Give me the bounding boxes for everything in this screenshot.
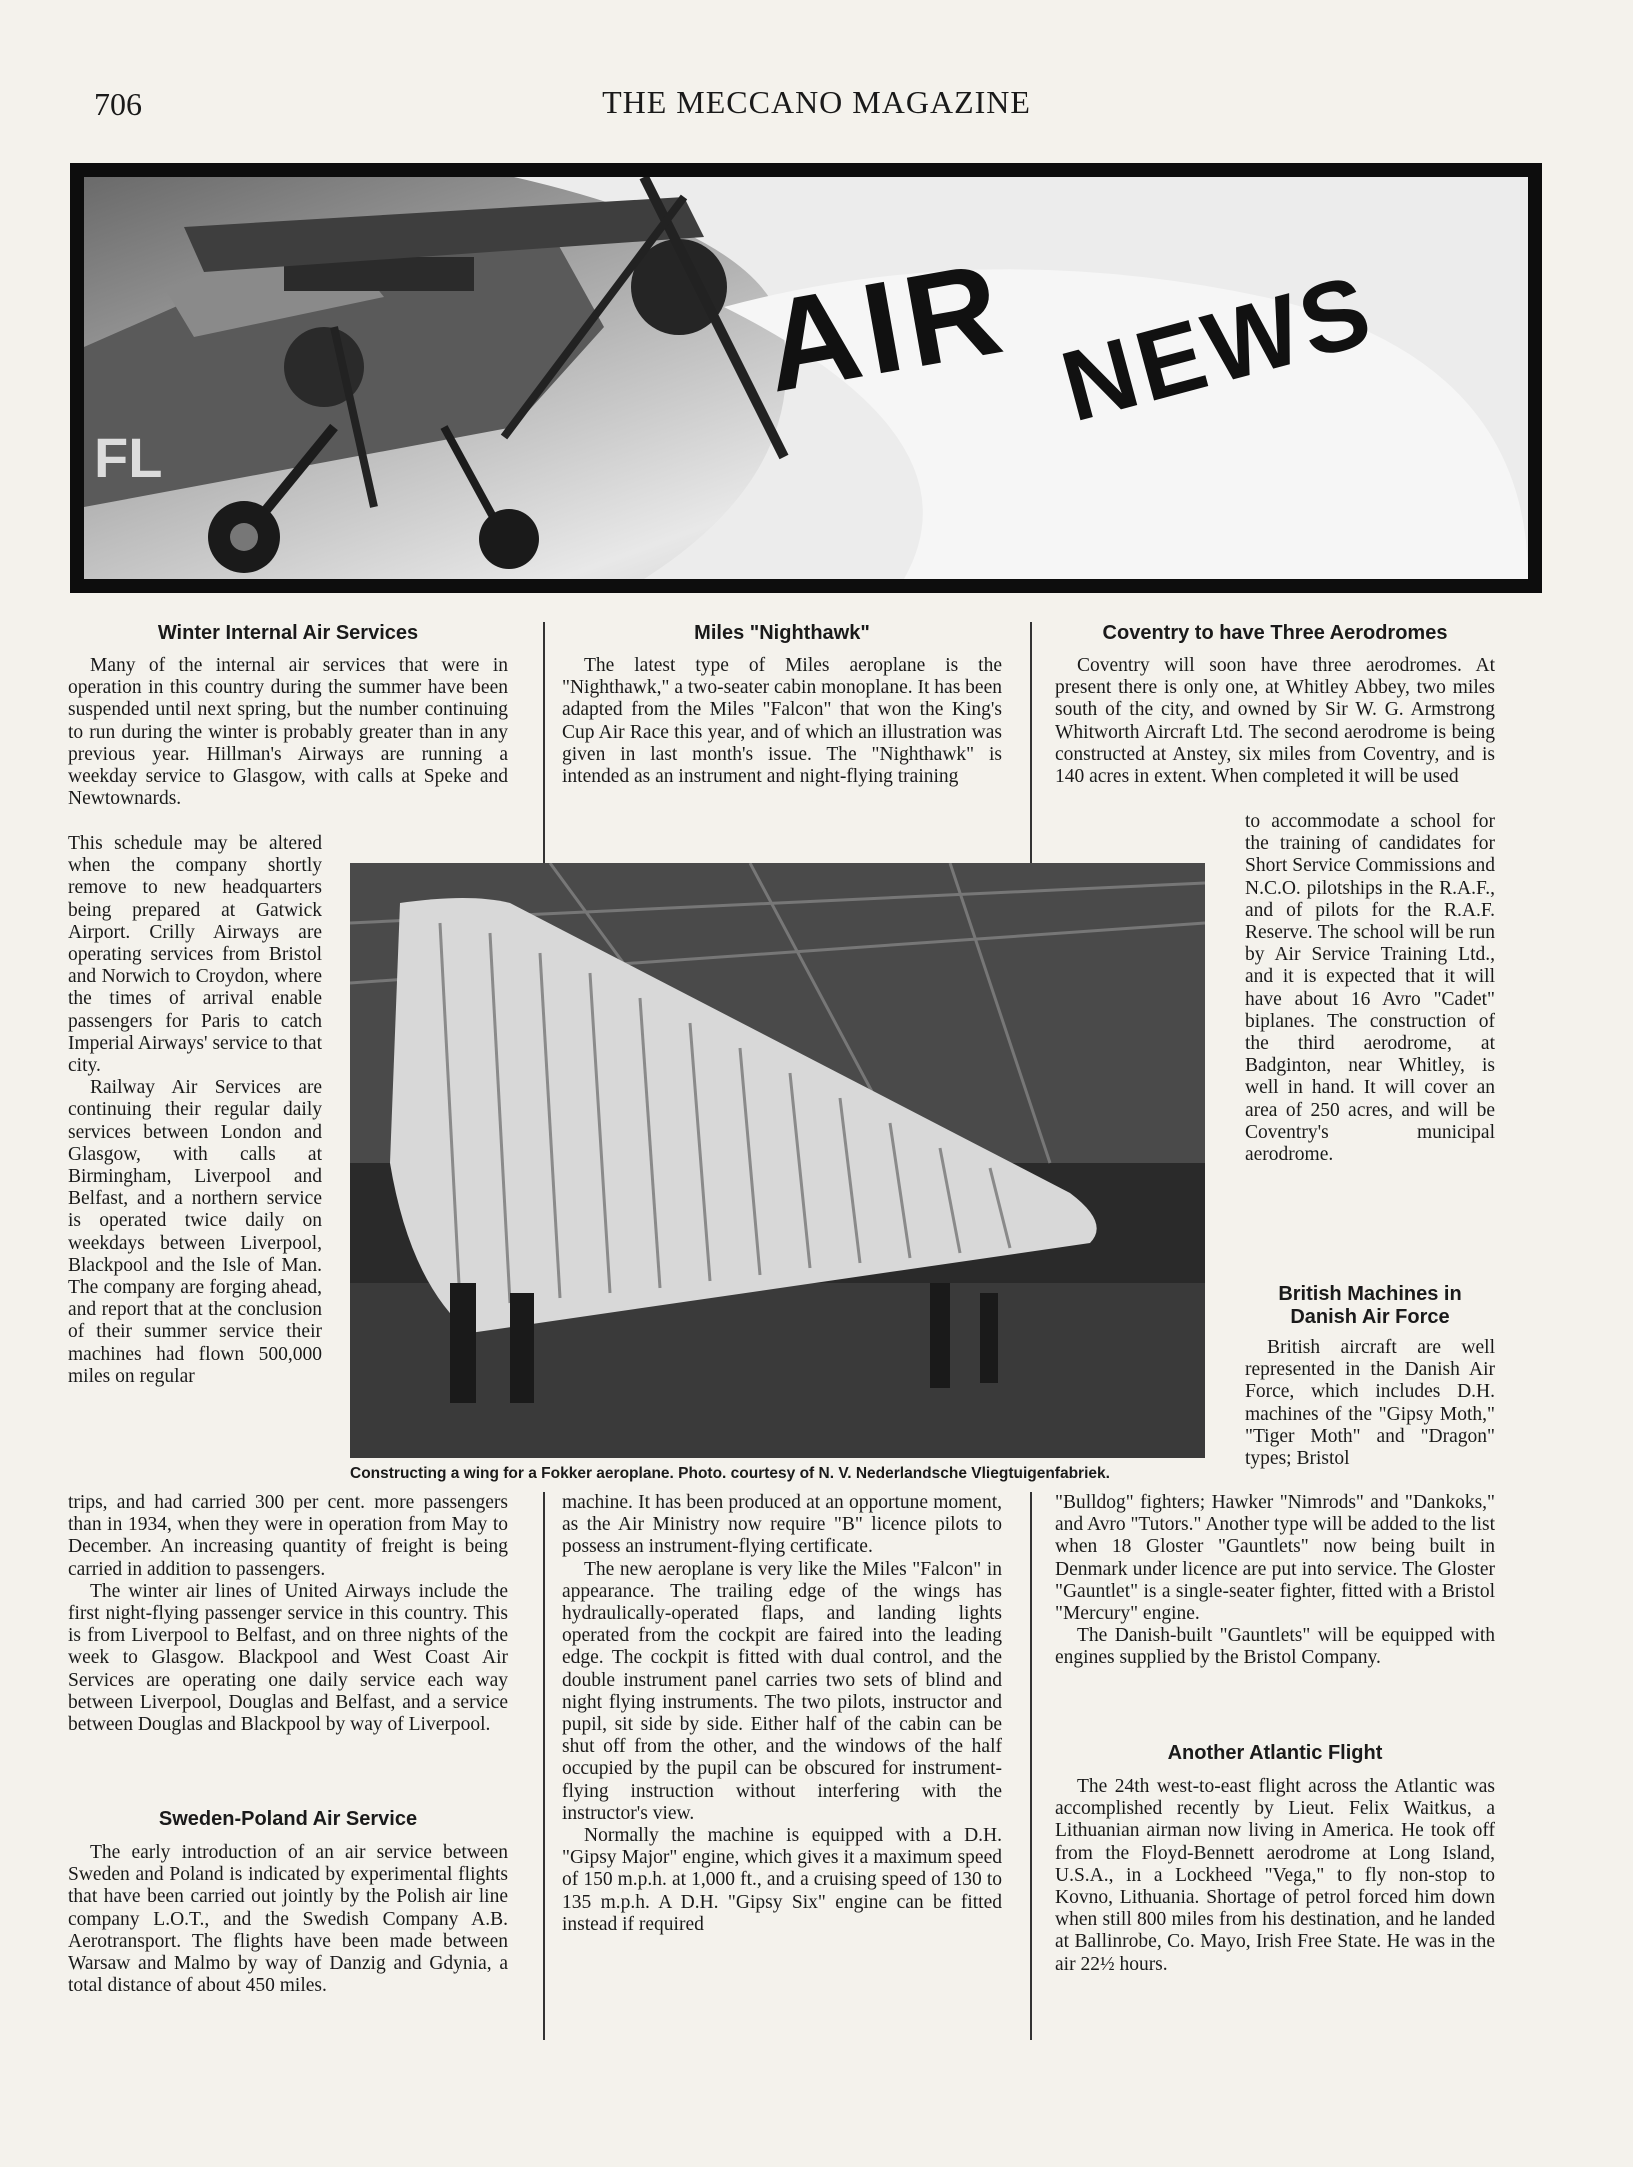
paragraph: The latest type of Miles aeroplane is the "Nighthawk," a two-seater cabin monoplane. It has been adapted from the Miles "Falcon" that won the King's Cup Air Race this year, and of which an illustration was given in last month's issue. The "Nighthawk" is intended as an instrument and night-flying training — [562, 655, 1002, 788]
paragraph: The 24th west-to-east flight across the Atlantic was accomplished recently by Lieut. Felix Waitkus, a Lithuanian airman now living in America. He took off from the Floyd-Bennett aerodrome at Long Island, U.S.A., in a Lockheed "Vega," to fly non-stop to Kovno, Lithuania. Shortage of petrol forced him down when still 800 miles from his destination, and he landed at Ballinrobe, Co. Mayo, Irish Free State. He was in the air 22½ hours. — [1055, 1776, 1495, 1975]
paragraph: Many of the internal air services that were in operation in this country during the summer have been suspended until next spring, but the number continuing to run during the winter is probably greater than in any previous year. Hillman's Airways are running a weekday service to Glasgow, with calls at Speke and Newtownards. — [68, 655, 508, 810]
heading-sweden-poland: Sweden-Poland Air Service — [158, 1808, 418, 1830]
heading-danish-air-force: British Machines in Danish Air Force — [1278, 1283, 1462, 1328]
column-rule — [543, 1492, 545, 2040]
paragraph: The winter air lines of United Airways include the first night-flying passenger service in this country. This is from Liverpool to Belfast, and on three nights of the week to Glasgow. Blackpool and West Coast Air Services are operating one daily service each way between Liverpool, Douglas and Belfast, and a service between Douglas and Blackpool by way of Liverpool. — [68, 1580, 508, 1736]
banner-title-news: NEWS — [1050, 253, 1385, 444]
article-text — [68, 655, 508, 810]
paragraph: to accommodate a school for the training of candidates for Short Service Commissions and N.C.O. pilotships in the R.A.F., and of pilots for the R.A.F. Reserve. The school will be run by Air Service Training Ltd., and it is expected that it will have about 16 Avro "Cadet" biplanes. The construction of the third aerodrome, at Badginton, near Whitley, is well in hand. It will cover an area of 250 acres, and will be Coventry's municipal aerodrome. — [1245, 811, 1495, 1166]
magazine-title: THE MECCANO MAGAZINE — [602, 84, 1031, 120]
paragraph: The early introduction of an air service between Sweden and Poland is indicated by experimental flights that have been carried out jointly by the Polish air line company L.O.T., and the Swedish Company A.B. Aerotransport. The flights have been made between Warsaw and Malmo by way of Danzig and Gdynia, a total distance of about 450 miles. — [68, 1842, 508, 1997]
article-text — [562, 1492, 1002, 1936]
paragraph: trips, and had carried 300 per cent. more passengers than in 1934, when they were in operation from May to December. An increasing quantity of freight is being carried in addition to passengers. — [68, 1492, 508, 1580]
article-text — [68, 1492, 508, 1736]
paragraph: "Bulldog" fighters; Hawker "Nimrods" and "Dankoks," and Avro "Tutors." Another type will be added to the list when 18 Gloster "Gauntlets" now being built in Denmark under licence are put into service. The Gloster "Gauntlet" is a single-seater fighter, fitted with a Bristol "Mercury" engine. — [1055, 1492, 1496, 1625]
paragraph: Coventry will soon have three aerodromes. At present there is only one, at Whitley Abbey, two miles south of the city, and owned by Sir W. G. Armstrong Whitworth Aircraft Ltd. The second aerodrome is being constructed at Anstey, six miles from Coventry, and is 140 acres in extent. When completed it will be used — [1055, 655, 1495, 788]
paragraph: Normally the machine is equipped with a D.H. "Gipsy Major" engine, which gives it a maximum speed of 150 m.p.h. at 1,000 ft., and a cruising speed of 130 to 135 m.p.h. A D.H. "Gipsy Six" engine can be fitted instead if required — [562, 1825, 1002, 1935]
page-number: 706 — [94, 86, 142, 122]
paragraph: The new aeroplane is very like the Miles "Falcon" in appearance. The trailing edge of the wings has hydraulically-operated flaps, and landing lights operated from the cockpit are faired into the leading edge. The cockpit is fitted with dual control, and the double instrument panel carries two sets of blind and night flying instruments. The two pilots, instructor and pupil, sit side by side. Either half of the cabin can be shut off from the other, and the windows of the half occupied by the pupil can be obscured for instrument-flying instruction without interfering with the instructor's view. — [562, 1558, 1002, 1824]
plane-marking: FL — [94, 426, 163, 489]
article-text — [1245, 1337, 1495, 1470]
banner-title-air: AIR — [753, 233, 1018, 420]
article-text — [562, 655, 1002, 788]
paragraph: British aircraft are well represented in the Danish Air Force, which includes D.H. machines of the "Gipsy Moth," "Tiger Moth" and "Dragon" types; Bristol — [1245, 1337, 1495, 1470]
paragraph: The Danish-built "Gauntlets" will be equipped with engines supplied by the Bristol Company. — [1055, 1625, 1495, 1669]
paragraph: machine. It has been produced at an opportune moment, as the Air Ministry now require "B" licence pilots to possess an instrument-flying certificate. — [562, 1492, 1002, 1558]
heading-atlantic-flight: Another Atlantic Flight — [1167, 1742, 1383, 1764]
banner-illustration — [84, 177, 1528, 579]
article-text — [1055, 1492, 1495, 1670]
heading-winter-services: Winter Internal Air Services — [157, 622, 419, 644]
article-text — [1245, 811, 1495, 1166]
fokker-wing-photo — [350, 863, 1205, 1458]
article-text — [1055, 655, 1495, 788]
article-text — [68, 1842, 508, 1997]
paragraph: This schedule may be altered when the company shortly remove to new headquarters being prepared at Gatwick Airport. Crilly Airways are operating services from Bristol and Norwich to Croydon, where the times of arrival enable passengers for Paris to catch Imperial Airways' service to that city. — [68, 833, 322, 1077]
photo-caption: Constructing a wing for a Fokker aeroplane. Photo. courtesy of N. V. Nederlandsche Vliegtuigenfabriek. — [350, 1465, 1110, 1482]
paragraph: Railway Air Services are continuing their regular daily services between London and Glasgow, with calls at Birmingham, Liverpool and Belfast, and a northern service is operated twice daily on weekdays between Liverpool, Blackpool and the Isle of Man. The company are forging ahead, and report that at the conclusion of their summer service their machines had flown 500,000 miles on regular — [68, 1077, 322, 1387]
air-news-banner — [70, 163, 1542, 593]
column-rule — [1030, 1492, 1032, 2040]
article-text — [1055, 1776, 1495, 1976]
article-text — [68, 833, 322, 1388]
wing-construction-image — [350, 863, 1205, 1458]
heading-miles-nighthawk: Miles "Nighthawk" — [694, 622, 870, 644]
heading-coventry: Coventry to have Three Aerodromes — [1102, 622, 1448, 644]
